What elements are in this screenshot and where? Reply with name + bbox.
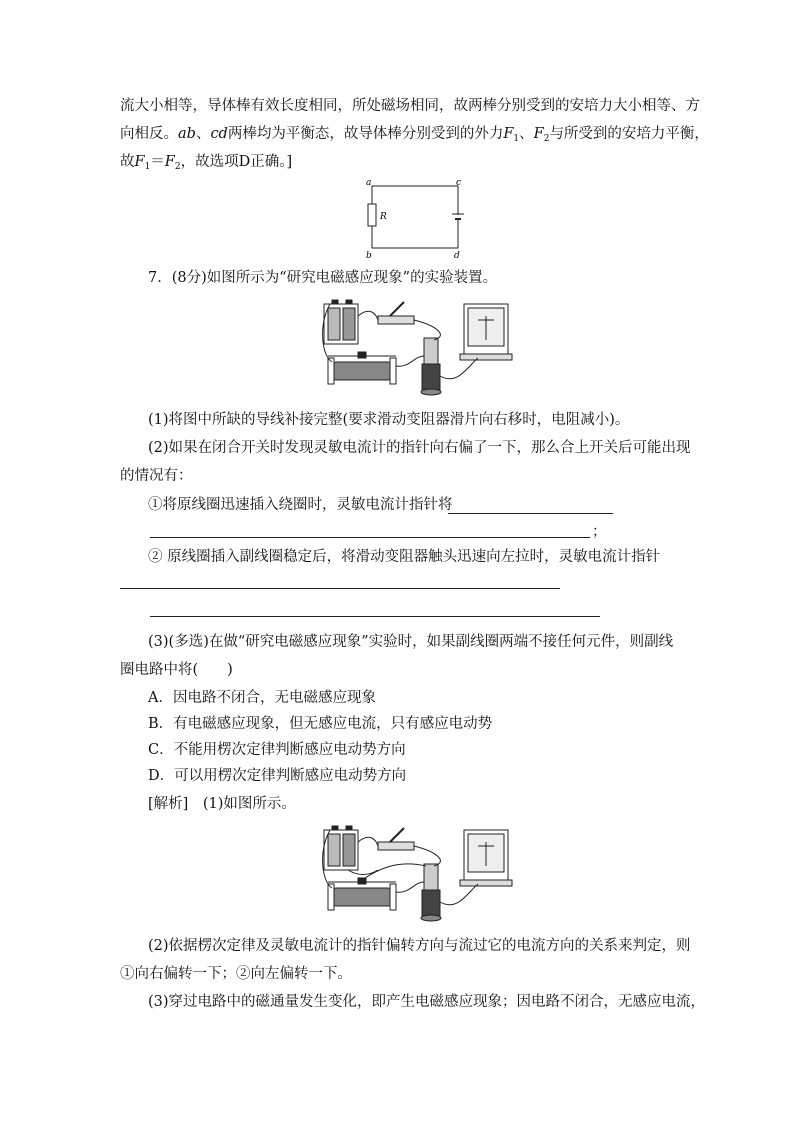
- subscript: 1: [144, 162, 151, 172]
- text-line: 的情况有：: [120, 468, 193, 484]
- circuit-diagram: [360, 176, 470, 260]
- text-line: 流大小相等，导体棒有效长度相同，所处磁场相同，故两棒分别受到的安培力大小相等、方: [120, 98, 700, 114]
- option-b: B．有电磁感应现象，但无感应电流，只有感应电动势: [148, 716, 493, 732]
- sub-question-3: (3)(多选)在做“研究电磁感应现象”实验时，如果副线圈两端不接任何元件，则副线: [148, 634, 674, 650]
- text-line: [120, 124, 709, 149]
- var-F: F: [533, 126, 544, 142]
- subscript: 2: [543, 134, 550, 144]
- option-c: C．不能用楞次定律判断感应电动势方向: [148, 742, 406, 758]
- text-span: 两棒均为平衡态，故导体棒分别受到的外力: [227, 126, 504, 142]
- solution-line: (3)穿过电路中的磁通量发生变化，即产生电磁感应现象；因电路不闭合，无感应电流，: [148, 994, 706, 1010]
- label-b: b: [366, 251, 372, 260]
- label-c: c: [456, 178, 462, 188]
- label-d: d: [454, 251, 460, 260]
- label-R: R: [380, 212, 387, 222]
- text-span: 、: [195, 126, 211, 142]
- var-F: F: [134, 154, 145, 170]
- text-span: 、: [519, 126, 534, 142]
- subscript: 1: [513, 134, 520, 144]
- sub-question-1: (1)将图中所缺的导线补接完整(要求滑动变阻器滑片向右移时，电阻减小)。: [148, 412, 630, 428]
- solution-line: (2)依据楞次定律及灵敏电流计的指针偏转方向与流过它的电流方向的关系来判定，则: [148, 938, 691, 954]
- solution-line: ①向右偏转一下；②向左偏转一下。: [120, 966, 352, 982]
- semicolon: ；: [592, 524, 607, 540]
- answer-blank[interactable]: [120, 588, 560, 589]
- answer-blank[interactable]: [150, 616, 600, 617]
- sub-question-2-1: ①将原线圈迅速插入绕圈时，灵敏电流计指针将: [148, 497, 453, 513]
- var-ab: ab: [178, 126, 196, 142]
- text-span: 故: [120, 154, 135, 170]
- sub-question-2: (2)如果在闭合开关时发现灵敏电流计的指针向右偏了一下，那么合上开关后可能出现: [148, 440, 691, 456]
- solution-head: [解析] (1)如图所示。: [148, 796, 296, 812]
- option-d: D．可以用楞次定律判断感应电动势方向: [148, 768, 407, 784]
- var-F: F: [503, 126, 514, 142]
- text-span: ＝: [150, 154, 165, 170]
- var-cd: cd: [210, 126, 228, 142]
- text-span: 与所受到的安培力平衡，: [549, 126, 709, 142]
- label-a: a: [366, 178, 372, 188]
- text-span: ，故选项D正确。]: [180, 154, 293, 170]
- text-line: [120, 152, 292, 177]
- text-span: 向相反。: [120, 126, 178, 142]
- subscript: 2: [174, 162, 181, 172]
- var-F: F: [164, 154, 175, 170]
- answer-blank[interactable]: [448, 513, 613, 514]
- sub-question-2-2: ② 原线圈插入副线圈稳定后，将滑动变阻器触头迅速向左拉时，灵敏电流计指针: [148, 549, 661, 565]
- answer-blank[interactable]: [150, 537, 590, 538]
- apparatus-figure: [318, 296, 518, 398]
- question-title: 7．(8分)如图所示为“研究电磁感应现象”的实验装置。: [148, 270, 498, 286]
- text-line: 圈电路中将( ): [120, 662, 233, 678]
- apparatus-figure-solution: [318, 822, 518, 924]
- option-a: A．因电路不闭合，无电磁感应现象: [148, 690, 376, 706]
